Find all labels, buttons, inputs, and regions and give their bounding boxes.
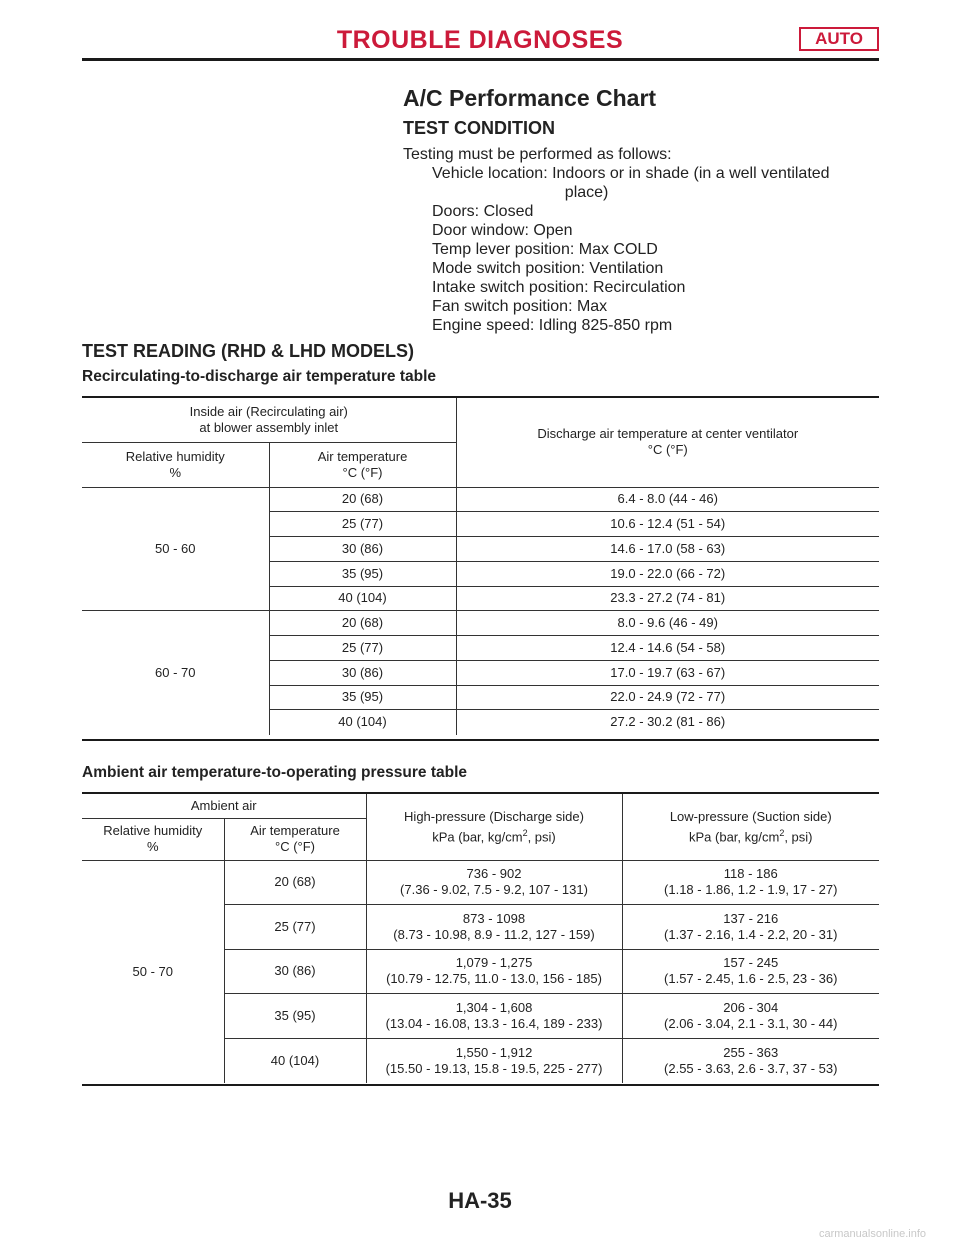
condition-item: Vehicle location: Indoors or in shade (in a well ventilated place) xyxy=(432,165,830,201)
table2-title: Ambient air temperature-to-operating pressure table xyxy=(82,764,467,781)
air-temp-cell: 30 (86) xyxy=(269,537,456,562)
header-rule xyxy=(82,58,879,61)
high-pressure-kpa: 873 - 1098 xyxy=(462,910,526,926)
table-row xyxy=(82,611,879,636)
low-pressure-kpa: 137 - 216 xyxy=(723,910,779,926)
table-row xyxy=(82,487,879,512)
table1-group-header: Inside air (Recirculating air) at blower assembly inlet xyxy=(82,398,456,442)
high-pressure-kpa: 1,304 - 1,608 xyxy=(455,1000,533,1016)
table2-header-low: Low-pressure (Suction side) kPa (bar, $kg/cm^2$, psi) xyxy=(622,794,879,860)
high-pressure-cell xyxy=(366,949,622,994)
section-header-title: TROUBLE DIAGNOSES xyxy=(336,26,624,54)
ambient-pressure-table xyxy=(82,794,879,1083)
table1-bottom-rule xyxy=(82,739,879,741)
test-condition-intro: Testing must be performed as follows: xyxy=(403,146,672,163)
air-temp-cell: 40 (104) xyxy=(269,710,456,735)
low-pressure-cell xyxy=(622,860,879,905)
table2-header-high: High-pressure (Discharge side) kPa (bar, $kg/cm^2$, psi) xyxy=(366,794,622,860)
condition-item: Doors: Closed xyxy=(432,203,534,220)
discharge-temp-cell: 22.0 - 24.9 (72 - 77) xyxy=(456,685,879,710)
table2-group-header: Ambient air xyxy=(82,794,366,818)
air-temp-cell: 40 (104) xyxy=(224,1038,366,1083)
model-badge: AUTO xyxy=(799,27,879,51)
test-reading-heading: TEST READING (RHD & LHD MODELS) xyxy=(82,341,414,361)
table1-body xyxy=(82,487,879,735)
condition-item: Mode switch position: Ventilation xyxy=(432,260,664,277)
air-temp-cell: 35 (95) xyxy=(269,685,456,710)
page-number: HA-35 xyxy=(448,1188,512,1213)
condition-item: Engine speed: Idling 825-850 rpm xyxy=(432,317,673,334)
discharge-temp-cell: 14.6 - 17.0 (58 - 63) xyxy=(456,537,879,562)
table1-header-humidity: Relative humidity % xyxy=(82,442,269,487)
discharge-temp-cell: 19.0 - 22.0 (66 - 72) xyxy=(456,561,879,586)
discharge-temp-cell: 10.6 - 12.4 (51 - 54) xyxy=(456,512,879,537)
low-pressure-converted: (1.37 - 2.16, 1.4 - 2.2, 20 - 31) xyxy=(664,926,838,942)
table-row xyxy=(82,860,879,905)
low-pressure-kpa: 157 - 245 xyxy=(723,955,779,971)
discharge-temp-cell: 6.4 - 8.0 (44 - 46) xyxy=(456,487,879,512)
high-pressure-cell xyxy=(366,994,622,1039)
test-condition-list xyxy=(403,145,873,335)
table2-bottom-rule xyxy=(82,1084,879,1086)
low-pressure-converted: (1.57 - 2.45, 1.6 - 2.5, 23 - 36) xyxy=(664,971,838,987)
table2-body xyxy=(82,860,879,1083)
air-temp-cell: 20 (68) xyxy=(269,611,456,636)
high-pressure-cell xyxy=(366,1038,622,1083)
table2-header-temp: Air temperature °C (°F) xyxy=(224,818,366,860)
discharge-temp-cell: 17.0 - 19.7 (63 - 67) xyxy=(456,660,879,685)
watermark: carmanualsonline.info xyxy=(818,1228,926,1240)
high-pressure-kpa: 1,550 - 1,912 xyxy=(455,1044,533,1060)
high-pressure-converted: (15.50 - 19.13, 15.8 - 19.5, 225 - 277) xyxy=(385,1060,603,1076)
discharge-temp-cell: 8.0 - 9.6 (46 - 49) xyxy=(456,611,879,636)
air-temp-cell: 25 (77) xyxy=(269,512,456,537)
condition-item: Fan switch position: Max xyxy=(432,298,608,315)
condition-item: Intake switch position: Recirculation xyxy=(432,279,686,296)
low-pressure-kpa: 255 - 363 xyxy=(723,1044,779,1060)
low-pressure-converted: (2.06 - 3.04, 2.1 - 3.1, 30 - 44) xyxy=(664,1016,838,1032)
high-pressure-converted: (7.36 - 9.02, 7.5 - 9.2, 107 - 131) xyxy=(400,882,588,898)
air-temp-cell: 30 (86) xyxy=(269,660,456,685)
air-temp-cell: 20 (68) xyxy=(224,860,366,905)
low-pressure-kpa: 206 - 304 xyxy=(723,1000,779,1016)
page-title: A/C Performance Chart xyxy=(403,85,657,111)
air-temp-cell: 25 (77) xyxy=(224,905,366,950)
high-pressure-cell xyxy=(366,860,622,905)
humidity-cell: 50 - 60 xyxy=(82,487,269,611)
table1-header-discharge: Discharge air temperature at center ventilator °C (°F) xyxy=(456,398,879,487)
low-pressure-cell xyxy=(622,994,879,1039)
recirc-discharge-table xyxy=(82,398,879,735)
air-temp-cell: 30 (86) xyxy=(224,949,366,994)
condition-item: Door window: Open xyxy=(432,222,573,239)
humidity-cell: 50 - 70 xyxy=(82,860,224,1083)
high-pressure-converted: (10.79 - 12.75, 11.0 - 13.0, 156 - 185) xyxy=(386,971,602,987)
table1-title: Recirculating-to-discharge air temperature table xyxy=(82,368,437,385)
discharge-temp-cell: 12.4 - 14.6 (54 - 58) xyxy=(456,636,879,661)
table1-header-temp: Air temperature °C (°F) xyxy=(269,442,456,487)
condition-item: Temp lever position: Max COLD xyxy=(432,241,658,258)
high-pressure-converted: (8.73 - 10.98, 8.9 - 11.2, 127 - 159) xyxy=(393,926,595,942)
high-pressure-kpa: 736 - 902 xyxy=(466,866,522,882)
low-pressure-cell xyxy=(622,1038,879,1083)
air-temp-cell: 25 (77) xyxy=(269,636,456,661)
discharge-temp-cell: 23.3 - 27.2 (74 - 81) xyxy=(456,586,879,611)
low-pressure-converted: (1.18 - 1.86, 1.2 - 1.9, 17 - 27) xyxy=(664,882,838,898)
low-pressure-cell xyxy=(622,949,879,994)
high-pressure-cell xyxy=(366,905,622,950)
high-pressure-kpa: 1,079 - 1,275 xyxy=(455,955,533,971)
air-temp-cell: 35 (95) xyxy=(269,561,456,586)
air-temp-cell: 20 (68) xyxy=(269,487,456,512)
air-temp-cell: 40 (104) xyxy=(269,586,456,611)
table2-header-humidity: Relative humidity % xyxy=(82,818,224,860)
low-pressure-kpa: 118 - 186 xyxy=(723,866,778,882)
air-temp-cell: 35 (95) xyxy=(224,994,366,1039)
humidity-cell: 60 - 70 xyxy=(82,611,269,735)
low-pressure-cell xyxy=(622,905,879,950)
discharge-temp-cell: 27.2 - 30.2 (81 - 86) xyxy=(610,714,726,730)
low-pressure-converted: (2.55 - 3.63, 2.6 - 3.7, 37 - 53) xyxy=(664,1060,838,1076)
high-pressure-converted: (13.04 - 16.08, 13.3 - 16.4, 189 - 233) xyxy=(385,1016,603,1032)
test-condition-heading: TEST CONDITION xyxy=(403,118,555,138)
